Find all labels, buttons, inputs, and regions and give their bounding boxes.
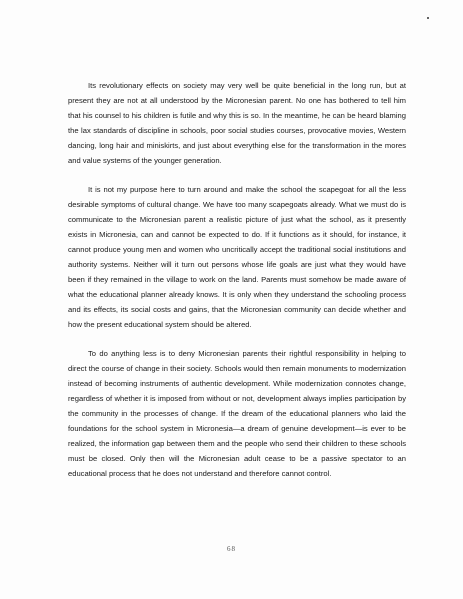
document-body — [68, 78, 406, 494]
paragraph-3: To do anything less is to deny Micronesian parents their rightful responsibility in helping to direct the course of change in their society. Schools would then remain monuments to modernization instead of becoming instruments of authentic development. While modernization connotes change, regardless of whether it is imposed from without or not, development always implies participation by the community in the processes of change. If the dream of the educational planners who laid the foundations for the school system in Micronesia—a dream of genuine development—is ever to be realized, the information gap between them and the people who send their children to these schools must be closed. Only then will the Micronesian adult cease to be a passive spectator to an educational process that he does not understand and therefore cannot control. — [68, 348, 406, 479]
scan-speck-mark — [427, 17, 429, 19]
page-number: 68 — [227, 545, 236, 553]
paragraph-1: Its revolutionary effects on society may very well be quite beneficial in the long run, but at present they are not at all understood by the Micronesian parent. No one has bothered to tell him that his counsel to his children is futile and why this is so. In the meantime, he can be heard blaming the lax standards of discipline in schools, poor social studies courses, provocative movies, Western dancing, long hair and miniskirts, and just about everything else for the transformation in the mores and value systems of the younger generation. — [68, 81, 406, 166]
paragraph-2: It is not my purpose here to turn around and make the school the scapegoat for all the less desirable symptoms of cultural change. We have too many scapegoats already. What we must do is communicate to the Micronesian parent a realistic picture of just what the school, as it presently exists in Micronesia, can and cannot be expected to do. If it functions as it should, for instance, it cannot produce young men and women who uncritically accept the traditional social institutions and authority systems. Neither will it turn out persons whose life goals are just what they would have been if they remained in the village to work on the land. Parents must somehow be made aware of what the educational planner already knows. It is only when they understand the schooling process and its effects, its social costs and gains, that the Micronesian community can decide whether and how the present educational system should be altered. — [68, 184, 406, 330]
